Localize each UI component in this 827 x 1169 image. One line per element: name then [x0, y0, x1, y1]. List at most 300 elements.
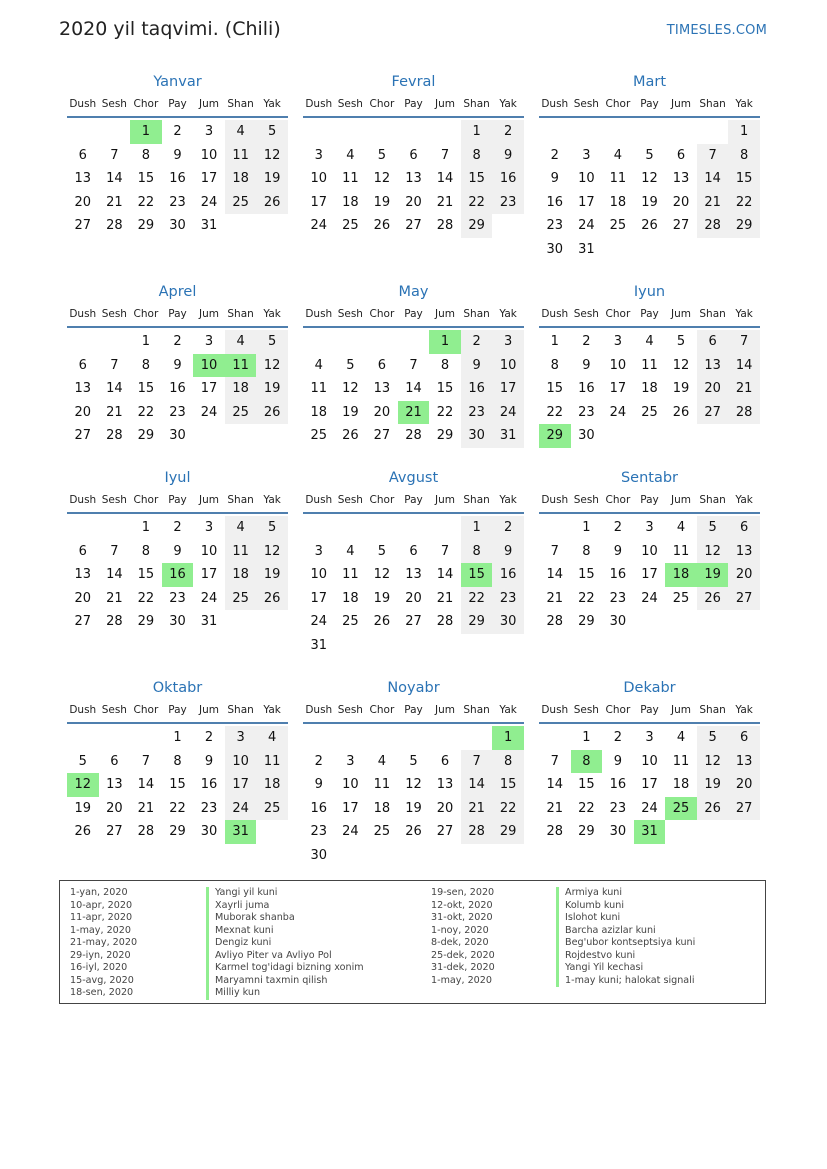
day-cell: 22 — [578, 590, 595, 606]
days-grid — [67, 516, 288, 634]
day-cell: 3 — [314, 543, 323, 559]
day-cell: 2 — [173, 520, 182, 535]
day-cell: 25 — [310, 428, 328, 443]
weekday-label: Yak — [499, 308, 517, 320]
day-cell: 23 — [609, 590, 627, 606]
day-cell: 22 — [461, 191, 493, 215]
day-cell: 15 — [169, 777, 186, 792]
day-cell: 28 — [405, 428, 422, 443]
day-cell: 21 — [436, 194, 454, 210]
day-cell: 21 — [137, 800, 155, 816]
legend-date: 8-dek, 2020 — [431, 937, 489, 948]
day-cell: 2 — [461, 330, 493, 354]
weekday-label: Jum — [435, 704, 456, 716]
day-cell: 20 — [672, 194, 690, 210]
day-cell: 25 — [373, 824, 391, 839]
day-cell: 17 — [609, 381, 627, 396]
weekday-label: Jum — [199, 494, 220, 506]
day-cell: 24 — [342, 824, 359, 839]
empty-cell — [539, 726, 571, 750]
day-cell: 7 — [409, 357, 418, 373]
weekday-label: Pay — [168, 98, 187, 110]
day-cell: 30 — [578, 428, 595, 443]
day-cell: 12 — [373, 567, 391, 582]
day-cell: 6 — [78, 543, 87, 559]
day-cell: 4 — [225, 330, 257, 354]
weekday-label: Shan — [227, 704, 254, 716]
day-cell: 15 — [137, 567, 155, 582]
day-cell: 12 — [672, 357, 690, 373]
day-cell: 14 — [728, 354, 760, 378]
weekday-label: Dush — [69, 98, 97, 110]
site-link[interactable]: TIMESLES.COM — [666, 23, 767, 38]
holiday-day-cell: 12 — [67, 773, 99, 797]
legend-holiday-name: Maryamni taxmin qilish — [206, 975, 364, 988]
day-cell: 26 — [672, 404, 690, 420]
day-cell: 24 — [200, 194, 218, 210]
days-grid — [303, 516, 524, 657]
weekday-header — [303, 698, 524, 724]
day-cell: 9 — [582, 357, 591, 373]
day-cell: 3 — [204, 334, 214, 349]
day-cell: 8 — [141, 357, 151, 373]
day-cell: 17 — [342, 800, 359, 816]
weekday-label: Chor — [605, 308, 631, 320]
weekday-label: Shan — [227, 98, 254, 110]
weekday-label: Chor — [605, 704, 631, 716]
legend-date: 31-okt, 2020 — [431, 912, 493, 923]
days-grid — [539, 120, 760, 261]
day-cell: 22 — [546, 404, 564, 420]
empty-cell — [634, 120, 666, 144]
day-cell: 5 — [676, 334, 686, 349]
weekday-header — [67, 92, 288, 118]
day-cell: 8 — [440, 357, 450, 373]
day-cell: 19 — [74, 800, 92, 816]
day-cell: 24 — [225, 797, 257, 821]
day-cell: 25 — [225, 191, 257, 215]
day-cell: 3 — [492, 330, 524, 354]
day-cell: 26 — [256, 191, 288, 215]
legend-date: 18-sen, 2020 — [70, 987, 134, 998]
day-cell: 4 — [346, 543, 355, 559]
day-cell: 25 — [641, 404, 658, 420]
weekday-label: Chor — [605, 494, 631, 506]
day-cell: 12 — [641, 171, 658, 186]
day-cell: 21 — [106, 194, 123, 210]
holiday-day-cell: 11 — [225, 354, 257, 378]
weekday-label: Pay — [404, 494, 423, 506]
day-cell: 19 — [256, 377, 288, 401]
day-cell: 2 — [613, 520, 623, 535]
legend-date: 16-iyl, 2020 — [70, 962, 128, 973]
day-cell: 26 — [373, 218, 391, 233]
day-cell: 20 — [405, 590, 422, 606]
day-cell: 28 — [461, 820, 493, 844]
weekday-label: Shan — [699, 98, 726, 110]
day-cell: 9 — [173, 543, 182, 559]
weekday-label: Jum — [435, 98, 456, 110]
day-cell: 1 — [728, 120, 760, 144]
day-cell: 25 — [672, 590, 690, 606]
weekday-label: Shan — [463, 494, 490, 506]
day-cell: 16 — [578, 381, 595, 396]
day-cell: 18 — [373, 800, 391, 816]
day-cell: 9 — [613, 543, 623, 559]
weekday-label: Sesh — [573, 98, 599, 110]
day-cell: 27 — [672, 218, 690, 233]
weekday-label: Yak — [735, 704, 753, 716]
legend-holiday-name: Yangi Yil kechasi — [556, 962, 695, 975]
legend-holiday-name: Avliyo Piter va Avliyo Pol — [206, 950, 364, 963]
day-cell: 17 — [578, 194, 595, 210]
day-cell: 26 — [697, 587, 729, 611]
day-cell: 16 — [609, 567, 627, 582]
empty-cell — [335, 516, 367, 540]
day-cell: 5 — [409, 753, 418, 769]
weekday-label: Chor — [369, 98, 395, 110]
day-cell: 5 — [78, 753, 87, 769]
day-cell: 19 — [342, 404, 359, 420]
day-cell: 11 — [342, 171, 359, 186]
day-cell: 30 — [169, 428, 186, 443]
day-cell: 18 — [225, 563, 257, 587]
weekday-label: Yak — [499, 98, 517, 110]
legend-holiday-name: Xayrli juma — [206, 900, 364, 913]
day-cell: 5 — [256, 120, 288, 144]
day-cell: 3 — [582, 147, 591, 163]
legend-holiday-name: Yangi yil kuni — [206, 887, 364, 900]
day-cell: 17 — [200, 171, 218, 186]
day-cell: 21 — [546, 800, 564, 816]
day-cell: 10 — [310, 171, 328, 186]
day-cell: 7 — [728, 330, 760, 354]
day-cell: 21 — [697, 191, 729, 215]
day-cell: 11 — [310, 381, 328, 396]
day-cell: 24 — [641, 800, 658, 816]
day-cell: 7 — [110, 147, 119, 163]
day-cell: 11 — [225, 540, 257, 564]
day-cell: 3 — [314, 147, 323, 163]
legend-date: 11-apr, 2020 — [70, 912, 133, 923]
day-cell: 20 — [728, 773, 760, 797]
day-cell: 29 — [137, 614, 155, 629]
day-cell: 14 — [137, 777, 155, 792]
day-cell: 24 — [200, 404, 218, 420]
legend-holiday-name: Beg'ubor kontseptsiya kuni — [556, 937, 695, 950]
day-cell: 19 — [373, 590, 391, 606]
day-cell: 18 — [342, 194, 359, 210]
day-cell: 2 — [173, 124, 182, 139]
weekday-label: Yak — [263, 98, 281, 110]
day-cell: 2 — [314, 753, 323, 769]
day-cell: 27 — [405, 218, 422, 233]
day-cell: 3 — [204, 124, 214, 139]
day-cell: 4 — [225, 516, 257, 540]
weekday-label: Yak — [499, 704, 517, 716]
day-cell: 18 — [609, 194, 627, 210]
legend-date: 25-dek, 2020 — [431, 949, 495, 961]
day-cell: 19 — [373, 194, 391, 210]
day-cell: 22 — [492, 797, 524, 821]
day-cell: 14 — [436, 567, 454, 582]
day-cell: 13 — [728, 540, 760, 564]
weekday-label: Jum — [435, 308, 456, 320]
weekday-label: Pay — [404, 308, 423, 320]
day-cell: 9 — [492, 540, 524, 564]
day-cell: 27 — [74, 218, 92, 233]
day-cell: 13 — [74, 381, 92, 396]
day-cell: 5 — [377, 147, 387, 163]
legend-date: 1-may, 2020 — [70, 924, 131, 936]
day-cell: 3 — [645, 520, 654, 535]
day-cell: 7 — [110, 543, 119, 559]
holiday-day-cell: 19 — [697, 563, 729, 587]
day-cell: 20 — [728, 563, 760, 587]
day-cell: 12 — [256, 540, 288, 564]
weekday-label: Pay — [640, 98, 659, 110]
month-mart — [539, 72, 760, 282]
day-cell: 4 — [645, 334, 654, 349]
day-cell: 21 — [728, 377, 760, 401]
day-cell: 16 — [169, 171, 186, 186]
day-cell: 29 — [436, 428, 454, 443]
legend-date: 29-iyn, 2020 — [70, 949, 131, 961]
day-cell: 23 — [492, 587, 524, 611]
day-cell: 5 — [697, 726, 729, 750]
holiday-day-cell: 25 — [665, 797, 697, 821]
day-cell: 9 — [613, 753, 623, 769]
day-cell: 6 — [409, 543, 418, 559]
day-cell: 24 — [492, 401, 524, 425]
weekday-header — [67, 302, 288, 328]
legend-names-col-1 — [206, 887, 364, 1000]
legend-holiday-name: Dengiz kuni — [206, 937, 364, 950]
month-noyabr — [303, 678, 524, 863]
day-cell: 30 — [169, 614, 186, 629]
empty-cell — [429, 726, 461, 750]
day-cell: 7 — [440, 543, 450, 559]
weekday-label: Shan — [463, 704, 490, 716]
empty-cell — [571, 120, 603, 144]
weekday-label: Shan — [227, 494, 254, 506]
day-cell: 13 — [405, 171, 422, 186]
day-cell: 24 — [310, 218, 328, 233]
day-cell: 3 — [613, 334, 623, 349]
day-cell: 8 — [550, 357, 559, 373]
day-cell: 5 — [346, 357, 355, 373]
weekday-label: Jum — [671, 98, 692, 110]
day-cell: 29 — [137, 428, 155, 443]
weekday-label: Pay — [640, 308, 659, 320]
legend-date: 1-may, 2020 — [431, 974, 492, 986]
weekday-label: Dush — [541, 98, 569, 110]
day-cell: 6 — [78, 357, 87, 373]
day-cell: 13 — [728, 750, 760, 774]
weekday-label: Chor — [133, 98, 159, 110]
day-cell: 15 — [461, 167, 493, 191]
month-may — [303, 282, 524, 468]
weekday-header — [67, 488, 288, 514]
day-cell: 4 — [346, 147, 355, 163]
days-grid — [67, 726, 288, 844]
days-grid — [539, 726, 760, 844]
day-cell: 13 — [672, 171, 690, 186]
day-cell: 15 — [728, 167, 760, 191]
weekday-header — [303, 92, 524, 118]
day-cell: 21 — [106, 404, 123, 420]
holiday-day-cell: 16 — [162, 563, 194, 587]
legend-holiday-name: Muborak shanba — [206, 912, 364, 925]
empty-cell — [335, 726, 367, 750]
day-cell: 2 — [582, 334, 591, 349]
weekday-label: Dush — [305, 494, 333, 506]
day-cell: 21 — [106, 590, 123, 606]
day-cell: 10 — [609, 357, 627, 373]
weekday-label: Shan — [227, 308, 254, 320]
day-cell: 24 — [578, 218, 595, 233]
day-cell: 6 — [409, 147, 418, 163]
day-cell: 26 — [641, 218, 658, 233]
day-cell: 24 — [641, 590, 658, 606]
days-grid — [539, 516, 760, 634]
day-cell: 31 — [310, 637, 328, 653]
day-cell: 4 — [676, 520, 686, 535]
day-cell: 23 — [492, 191, 524, 215]
day-cell: 6 — [676, 147, 686, 163]
day-cell: 1 — [550, 334, 559, 349]
day-cell: 10 — [492, 354, 524, 378]
day-cell: 6 — [728, 726, 760, 750]
empty-cell — [303, 726, 335, 750]
day-cell: 27 — [405, 614, 422, 629]
day-cell: 22 — [137, 194, 155, 210]
empty-cell — [67, 726, 99, 750]
day-cell: 9 — [314, 777, 323, 792]
day-cell: 15 — [492, 773, 524, 797]
day-cell: 16 — [492, 167, 524, 191]
day-cell: 5 — [256, 516, 288, 540]
weekday-label: Pay — [404, 98, 423, 110]
weekday-label: Pay — [168, 494, 187, 506]
weekday-label: Pay — [640, 494, 659, 506]
day-cell: 5 — [256, 330, 288, 354]
day-cell: 1 — [461, 120, 493, 144]
weekday-label: Sesh — [101, 494, 127, 506]
month-yanvar — [67, 72, 288, 282]
day-cell: 26 — [697, 797, 729, 821]
weekday-label: Chor — [369, 704, 395, 716]
day-cell: 7 — [550, 753, 559, 769]
weekday-label: Dush — [69, 308, 97, 320]
day-cell: 27 — [106, 824, 123, 839]
day-cell: 30 — [310, 847, 328, 863]
day-cell: 13 — [106, 777, 123, 792]
day-cell: 27 — [436, 824, 454, 839]
day-cell: 8 — [461, 540, 493, 564]
day-cell: 2 — [204, 730, 214, 745]
weekday-label: Yak — [263, 494, 281, 506]
legend-dates-col-1 — [70, 887, 137, 1000]
weekday-label: Shan — [463, 98, 490, 110]
month-name: Aprel — [158, 284, 197, 300]
weekday-label: Jum — [199, 704, 220, 716]
weekday-label: Pay — [640, 704, 659, 716]
weekday-label: Dush — [541, 494, 569, 506]
day-cell: 25 — [225, 401, 257, 425]
day-cell: 3 — [346, 753, 355, 769]
day-cell: 21 — [436, 590, 454, 606]
day-cell: 6 — [440, 753, 450, 769]
day-cell: 25 — [225, 587, 257, 611]
month-name: Noyabr — [387, 680, 440, 696]
legend-holiday-name: Barcha azizlar kuni — [556, 925, 695, 938]
day-cell: 9 — [173, 357, 182, 373]
day-cell: 28 — [546, 824, 564, 839]
legend-date: 12-okt, 2020 — [431, 899, 493, 911]
day-cell: 23 — [200, 800, 218, 816]
day-cell: 4 — [377, 753, 387, 769]
day-cell: 31 — [492, 424, 524, 448]
day-cell: 24 — [310, 614, 328, 629]
month-iyun — [539, 282, 760, 468]
day-cell: 29 — [728, 214, 760, 238]
day-cell: 2 — [492, 516, 524, 540]
month-name: Iyul — [164, 470, 191, 486]
day-cell: 18 — [225, 167, 257, 191]
empty-cell — [99, 330, 131, 354]
day-cell: 6 — [78, 147, 87, 163]
day-cell: 4 — [676, 730, 686, 745]
day-cell: 1 — [461, 516, 493, 540]
weekday-label: Sesh — [337, 98, 363, 110]
day-cell: 13 — [405, 567, 422, 582]
day-cell: 23 — [169, 590, 186, 606]
weekday-label: Dush — [69, 704, 97, 716]
weekday-label: Chor — [369, 308, 395, 320]
day-cell: 28 — [106, 218, 123, 233]
day-cell: 18 — [342, 590, 359, 606]
day-cell: 16 — [169, 381, 186, 396]
day-cell: 7 — [440, 147, 450, 163]
empty-cell — [67, 330, 99, 354]
weekday-label: Dush — [541, 308, 569, 320]
legend-holiday-name: Kolumb kuni — [556, 900, 695, 913]
day-cell: 20 — [106, 800, 123, 816]
day-cell: 19 — [672, 381, 690, 396]
day-cell: 18 — [310, 404, 328, 420]
day-cell: 6 — [697, 330, 729, 354]
day-cell: 30 — [169, 218, 186, 233]
empty-cell — [335, 120, 367, 144]
day-cell: 22 — [137, 404, 155, 420]
day-cell: 17 — [310, 194, 328, 210]
days-grid — [303, 120, 524, 238]
weekday-header — [539, 302, 760, 328]
day-cell: 23 — [461, 401, 493, 425]
weekday-label: Chor — [605, 98, 631, 110]
days-grid — [303, 330, 524, 448]
day-cell: 19 — [641, 194, 658, 210]
legend-names-col-2 — [556, 887, 695, 987]
day-cell: 31 — [200, 614, 218, 629]
weekday-label: Jum — [199, 98, 220, 110]
day-cell: 19 — [256, 167, 288, 191]
legend-holiday-name: 1-may kuni; halokat signali — [556, 975, 695, 988]
day-cell: 20 — [74, 194, 92, 210]
days-grid — [67, 330, 288, 448]
legend-date: 19-sen, 2020 — [431, 887, 495, 898]
